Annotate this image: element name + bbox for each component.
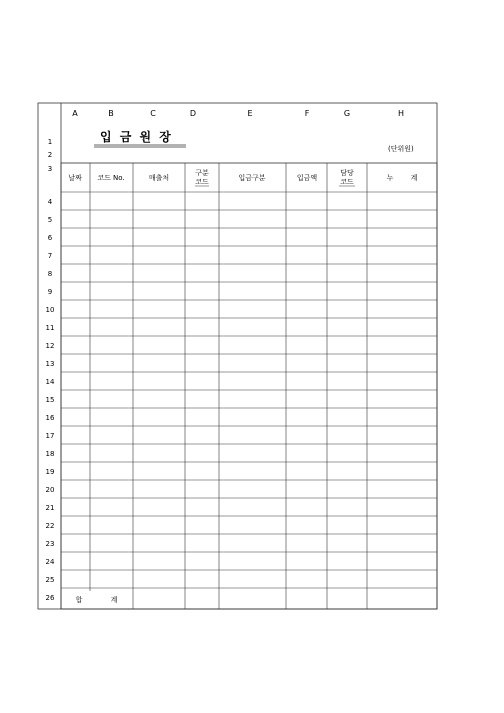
header-cumulative-2: 계 (410, 174, 418, 182)
row-number: 10 (45, 306, 55, 314)
row-number: 14 (45, 378, 55, 386)
row-number: 6 (47, 234, 53, 242)
column-letter-h: H (397, 109, 405, 118)
header-deposit-type: 입금구분 (238, 174, 266, 182)
row-number: 20 (45, 486, 55, 494)
header-cumulative-1: 누 (386, 174, 394, 182)
row-number: 13 (45, 360, 55, 368)
row-number: 24 (45, 558, 55, 566)
row-number: 12 (45, 342, 55, 350)
total-label-2: 계 (110, 596, 118, 604)
header-amount: 입금액 (296, 174, 318, 182)
column-letter-a: A (72, 109, 78, 118)
header-manager-code-top: 담당 (340, 169, 354, 177)
row-number: 5 (47, 216, 53, 224)
table-frame (61, 163, 437, 609)
row-number: 3 (47, 165, 53, 173)
row-number: 23 (45, 540, 55, 548)
header-type-code-bottom: 코드 (195, 178, 209, 186)
total-label-1: 합 (75, 596, 83, 604)
column-letter-f: F (304, 109, 310, 118)
header-row (68, 168, 417, 186)
column-letter-c: C (150, 109, 156, 118)
column-letter-d: D (189, 109, 197, 118)
row-number: 25 (45, 576, 55, 584)
unit-note: (단위원) (388, 145, 414, 153)
row-number: 1 (47, 138, 53, 146)
row-number: 4 (47, 198, 53, 206)
header-customer: 매출처 (148, 174, 170, 182)
header-date: 날짜 (68, 174, 82, 182)
row-number: 7 (47, 252, 53, 260)
ledger-title: 입 금 원 장 (100, 130, 173, 144)
row-numbers (46, 138, 55, 602)
column-letter-g: G (343, 109, 351, 118)
header-code-no: 코드 No. (97, 174, 125, 182)
row-number: 8 (47, 270, 53, 278)
column-letter-b: B (108, 109, 114, 118)
ledger-table (61, 163, 437, 609)
row-number: 2 (47, 151, 53, 159)
column-letters (72, 109, 404, 118)
row-number: 18 (45, 450, 55, 458)
header-type-code-top: 구분 (195, 169, 209, 177)
header-manager-code-bottom: 코드 (340, 178, 354, 186)
row-number: 11 (45, 324, 55, 332)
row-number: 15 (45, 396, 55, 404)
row-number: 19 (45, 468, 55, 476)
row-lines (61, 210, 437, 588)
row-number: 17 (45, 432, 55, 440)
row-number: 9 (47, 288, 53, 296)
row-number: 21 (45, 504, 55, 512)
row-number: 22 (45, 522, 55, 530)
row-number: 26 (45, 594, 55, 602)
row-number: 16 (45, 414, 55, 422)
column-letter-e: E (247, 109, 253, 118)
